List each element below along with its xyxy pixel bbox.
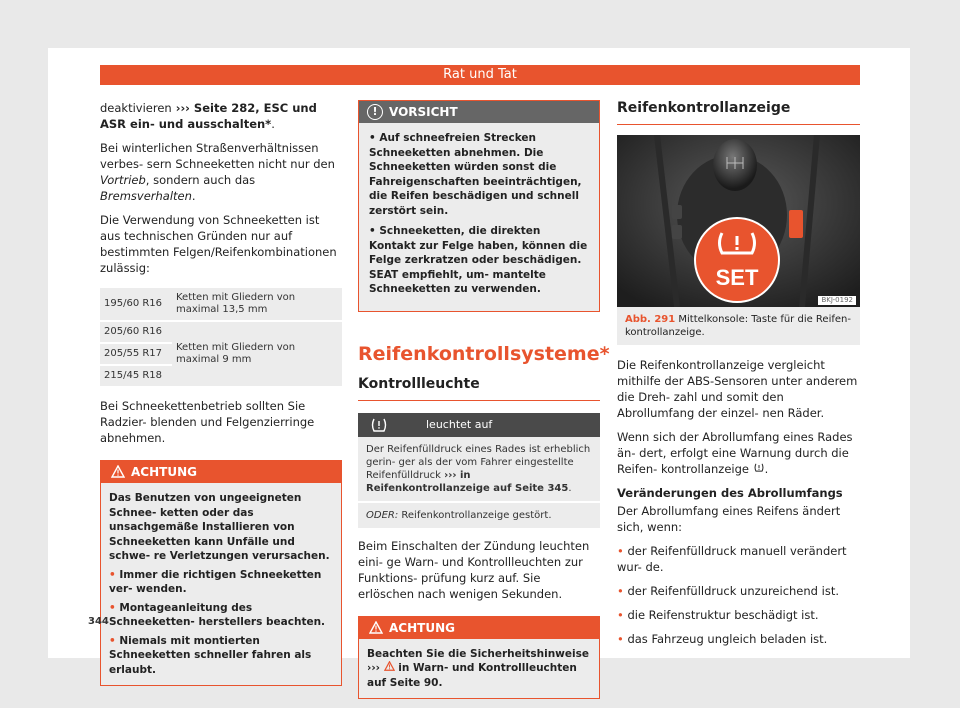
section-title: Reifenkontrollsysteme* (358, 342, 610, 365)
bullet-icon: • (109, 634, 120, 647)
cross-reference-link[interactable]: ››› in Reifenkontrollanzeige auf Seite 345 (366, 469, 569, 494)
bullet-icon: • (109, 568, 120, 581)
bullet-icon: • (617, 584, 628, 598)
tire-pressure-icon (370, 416, 388, 434)
figure-code: BKJ-0192 (818, 296, 856, 305)
bullet-icon: • (617, 608, 628, 622)
warning-body: Beachten Sie die Sicherheitshinweise ››› in Warn- und Kontrollleuchten auf Seite 90. (359, 639, 599, 699)
list-item: • die Reifenstruktur beschädigt ist. (617, 608, 819, 622)
paragraph-hubcaps: Bei Schneekettenbetrieb sollten Sie Radzier- blenden und Felgenzierringe abnehmen. (100, 399, 315, 445)
paragraph-warning: Wenn sich der Abrollumfang eines Rades än- dert, erfolgt eine Warnung durch die Reifen- kontrollanzeige . (617, 430, 853, 476)
bullet-icon: • (617, 544, 628, 558)
lamp-label: leuchtet auf (426, 417, 493, 431)
caution-body (359, 123, 599, 311)
table-cell-size: 195/60 R16 (100, 288, 172, 321)
warning-header (359, 617, 599, 639)
info-circle-icon: ! (367, 104, 383, 120)
list-item: • Auf schneefreien Strecken Schneeketten abnehmen. Die Schneeketten würden sonst die Fahreigenschaften beeinträchtigen, die Reifen beschädigen und schnell zerstört sein. (369, 132, 582, 217)
warning-text: Das Benutzen von ungeeigneten Schnee- ketten oder das unsachgemäße Installieren von Schneeketten kann Unfälle und schwe- re Verletzungen verursachen. (109, 492, 330, 562)
column-left (100, 100, 342, 686)
warning-triangle-icon (111, 465, 125, 478)
paragraph-ignition: Beim Einschalten der Zündung leuchten eini- ge Warn- und Kontrollleuchten zur Funktions- prüfung kurz auf. Sie erlöschen nach wenigen Sekunden. (358, 538, 590, 601)
caution-title: VORSICHT (389, 105, 458, 119)
column-middle (358, 100, 610, 699)
table-cell-size: 205/60 R16 (100, 321, 172, 343)
paragraph-usage: Die Verwendung von Schneeketten ist aus technischen Gründen nur auf bestimmten Felgen/Reifenkombinationen zulässig: (100, 213, 337, 275)
warning-triangle-icon (369, 621, 383, 634)
table-cell-size: 205/55 R17 (100, 343, 172, 365)
warning-triangle-icon (384, 661, 395, 671)
table-row (100, 288, 342, 321)
list-item: • Niemals mit montierten Schneeketten schneller fahren als erlaubt. (109, 634, 312, 676)
list-item: • das Fahrzeug ungleich beladen ist. (617, 632, 828, 646)
center-console-image (617, 135, 860, 307)
warning-header (101, 461, 341, 483)
table-cell-desc: Ketten mit Gliedern von maximal 9 mm (172, 321, 342, 386)
paragraph-abs: Die Reifenkontrollanzeige vergleicht mithilfe der ABS-Sensoren unter anderem die Dreh- zahl und somit den Abrollumfang der einzel- nen Räder. (617, 358, 858, 420)
list-item: • Immer die richtigen Schneeketten ver- wenden. (109, 568, 322, 595)
tire-chain-table (100, 288, 342, 386)
paragraph-snow-chains: Bei winterlichen Straßenverhältnissen verbes- sern Schneeketten nicht nur den Vortrieb, sondern auch das Bremsverhalten. (100, 141, 335, 203)
figure-caption: Abb. 291 Mittelkonsole: Taste für die Reifen- kontrollanzeige. (617, 307, 860, 345)
warning-box (358, 616, 600, 700)
warning-title: ACHTUNG (131, 465, 197, 479)
table-row (100, 321, 342, 343)
bullet-icon: • (109, 601, 120, 614)
subheading: Veränderungen des Abrollumfangs (617, 486, 843, 500)
list-item: • der Reifenfülldruck unzureichend ist. (617, 584, 839, 598)
list-item: • der Reifenfülldruck manuell verändert wur- de. (617, 544, 847, 574)
caution-box (358, 100, 600, 312)
lamp-description: Der Reifenfülldruck eines Rades ist erheblich gerin- ger als der vom Fahrer eingestellte Reifenfülldruck ››› in Reifenkontrollanzeige auf Seite 345. (358, 437, 600, 503)
subsection-title: Kontrollleuchte (358, 376, 600, 401)
lamp-description-alt: ODER: Reifenkontrollanzeige gestört. (358, 503, 600, 528)
warning-box (100, 460, 342, 686)
page-number: 344 (88, 616, 109, 627)
section-title: Reifenkontrollanzeige (617, 100, 860, 125)
caution-header (359, 101, 599, 123)
header-title: Rat und Tat (100, 65, 860, 85)
cross-reference-link[interactable]: ››› Seite 282, ESC und ASR ein- und ausschalten* (100, 101, 317, 131)
set-button-label: SET (715, 265, 759, 290)
warning-body (101, 483, 341, 685)
intro-paragraph: deaktivieren ››› Seite 282, ESC und ASR ein- und ausschalten*. (100, 101, 317, 131)
table-cell-desc: Ketten mit Gliedern von maximal 13,5 mm (172, 288, 342, 321)
list-item: • Montageanleitung des Schneeketten- herstellers beachten. (109, 601, 326, 628)
list-item: • Schneeketten, die direkten Kontakt zur Felge haben, können die Felge zerkratzen oder beschädigen. SEAT empfiehlt, um- mantelte Schneeketten zu verwenden. (369, 225, 588, 295)
warning-lamp-header (358, 413, 600, 437)
paragraph-rolling: Der Abrollumfang eines Reifens ändert sich, wenn: (617, 504, 841, 534)
bullet-icon: • (617, 632, 628, 646)
column-right (617, 100, 860, 655)
tire-pressure-icon (753, 462, 765, 473)
table-cell-size: 215/45 R18 (100, 365, 172, 386)
warning-title: ACHTUNG (389, 620, 455, 635)
figure-center-console (617, 135, 860, 307)
